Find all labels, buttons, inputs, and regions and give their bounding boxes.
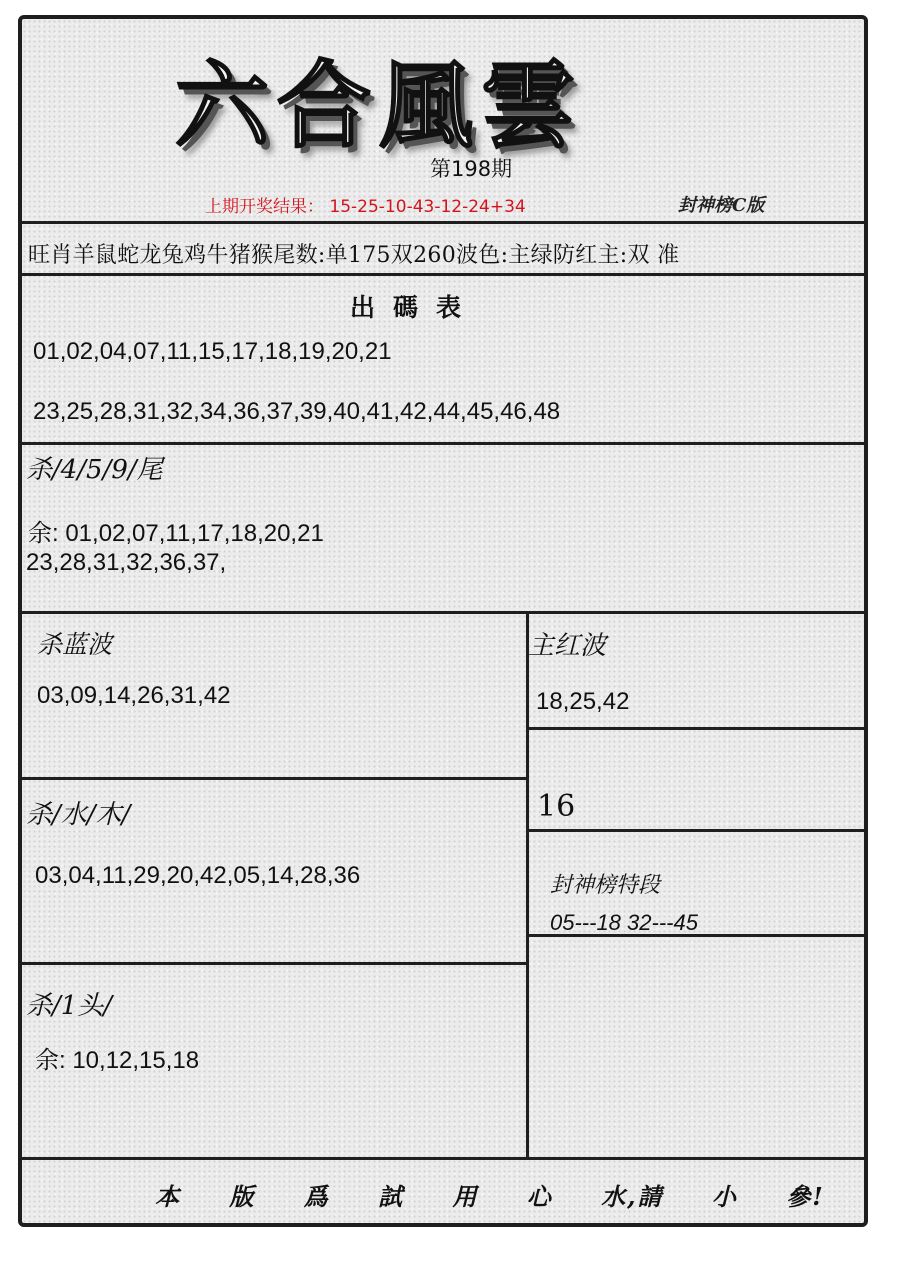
divider-left-1 [22,777,528,780]
footer-char: 爲 [303,1182,330,1211]
footer-char: 用 [452,1182,479,1211]
code-table-line-2: 23,25,28,31,32,34,36,37,39,40,41,42,44,45,46,48 [33,398,561,425]
kill-elements-heading: 杀/水/木/ [26,800,131,830]
fengshen-ranges: 05---18 32---45 [550,910,698,935]
edition-label: 封神榜C版 [678,195,765,216]
main-red-numbers: 18,25,42 [536,688,630,715]
kill-head-heading: 杀/1头/ [26,991,113,1021]
divider-footer [22,1157,864,1160]
kill-elements-numbers: 03,04,11,29,20,42,05,14,28,36 [35,862,361,889]
divider-code-table [22,442,864,445]
divider-right-2 [528,829,864,832]
code-table-title: 出碼表 [350,293,480,322]
special-number: 16 [537,789,576,824]
footer-char: 參! [786,1182,825,1211]
kill-tail-line-1: 余: 01,02,07,11,17,18,20,21 [28,520,324,547]
divider-summary [22,273,864,276]
divider-left-2 [22,962,528,965]
footer-char: 試 [378,1182,405,1211]
footer-note [155,1177,825,1212]
logo-title: 六合風雲 [175,51,584,161]
footer-char: 版 [229,1182,256,1211]
issue-number: 第198期 [430,157,513,181]
divider-header [22,221,864,224]
kill-head-numbers: 余: 10,12,15,18 [35,1047,200,1074]
footer-char: 本 [155,1182,181,1211]
fengshen-heading: 封神榜特段 [550,873,661,898]
main-red-heading: 主红波 [528,631,607,661]
kill-tail-heading: 杀/4/5/9/尾 [26,455,163,485]
last-result: 上期开奖结果： 15-25-10-43-12-24+34 [205,197,526,217]
code-table-line-1: 01,02,04,07,11,15,17,18,19,20,21 [33,338,392,365]
kill-blue-heading: 杀蓝波 [37,630,113,659]
divider-kill-tail [22,611,864,614]
kill-blue-numbers: 03,09,14,26,31,42 [37,682,231,709]
divider-column [526,613,529,1158]
divider-right-1 [528,727,864,730]
footer-char: 心 [526,1182,553,1211]
kill-tail-line-2: 23,28,31,32,36,37, [26,549,227,576]
summary-line: 旺肖羊鼠蛇龙兔鸡牛猪猴尾数:单175双260波色:主绿防红主:双 准 [28,243,680,268]
footer-char: 小 [711,1182,738,1211]
footer-char: 水,請 [601,1182,664,1211]
